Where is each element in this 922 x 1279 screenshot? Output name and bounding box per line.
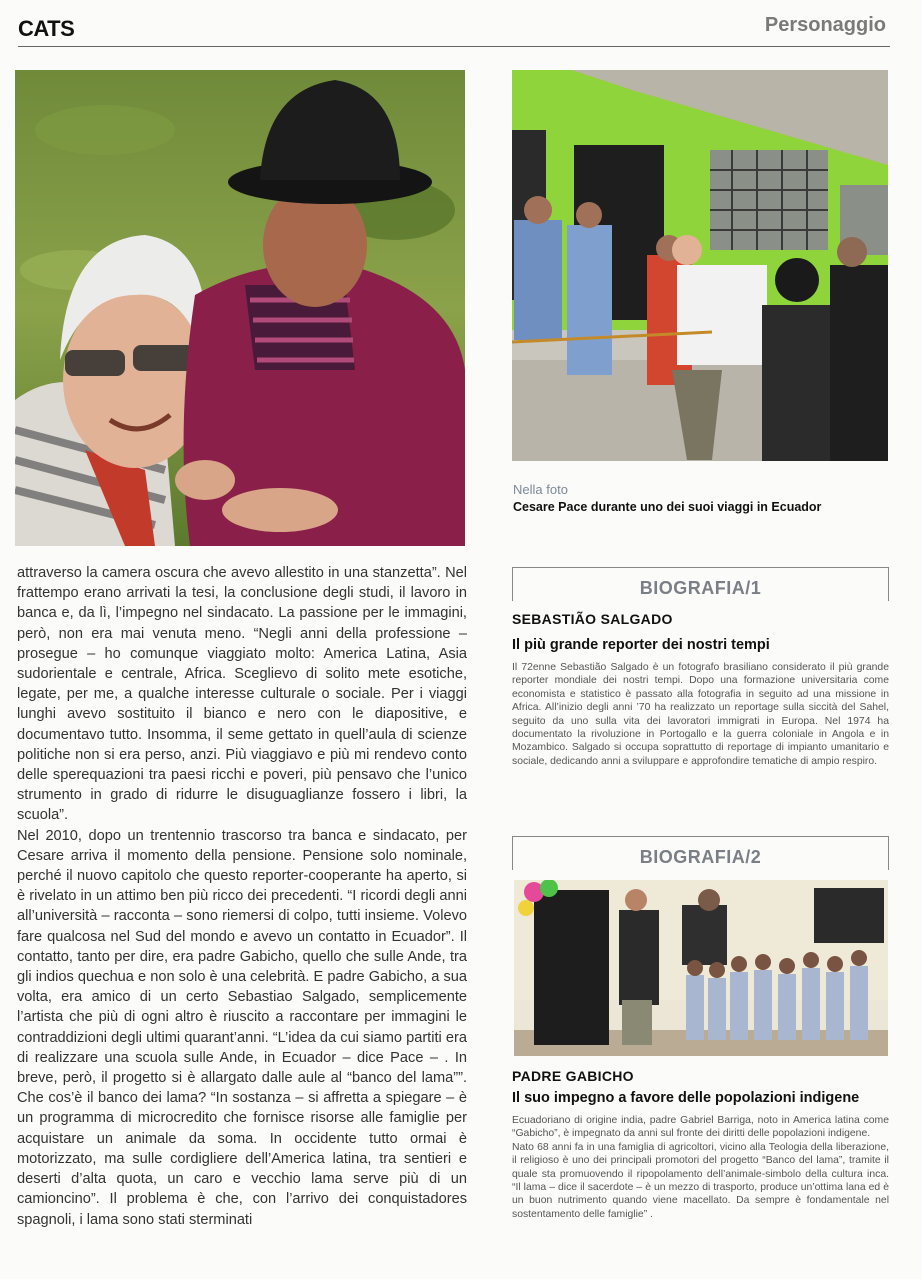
bio-name: PADRE GABICHO (512, 1068, 634, 1084)
magazine-brand: CATS (18, 16, 75, 41)
article-paragraph: Nel 2010, dopo un trentennio trascorso tra banca e sindacato, per Cesare arriva il momento della pensione. Pensione solo nominale, perché il nuovo capitolo che questo reporter-cooperante ha aperto, si è rivelato in un attimo ben più ricco dei precedenti. “I ricordi degli anni all’università – racconta – sono riemersi di colpo, tutti insieme. Volevo fare qualcosa nel Sud del mondo e avevo un contatto in Ecuador”. Il contatto, tanto per dire, era padre Gabicho, quello che sulle Ande, tra gli indios quechua e non solo è una celebrità. E padre Gabicho, a sua volta, era amico di un certo Sebastiao Salgado, semplicemente l’artista che più di ogni altro è riuscito a raccontare per immagini le contraddizioni degli ultimi quarant’anni. “L’idea da cui siamo partiti era di realizzare una scuola sulle Ande, in Ecuador – dice Pace – . In breve, però, il progetto si è allargato dalle aule al “banco del lama””. Che cos’è il banco dei lama? “In sostanza – si affretta a spiegare – è un programma di microcredito che fornisce risorse alle famiglie per acquistare un animale da soma. In occidente tutto ormai è motorizzato, ma sulle cordigliere dell’America latina, tra sentieri e deserti d’alta quota, un caro e vecchio lama serve più di un camioncino”. Il problema è che, con l’arrivo dei conquistadores spagnoli, i lama sono stati sterminati (17, 827, 467, 1228)
bio-frame (512, 836, 889, 870)
bio-frame (512, 567, 889, 601)
bio-text-paragraph: Ecuadoriano di origine india, padre Gabriel Barriga, noto in America latina come “Gabicho”, è impegnato da anni sul fronte dei diritti delle popolazioni indigene. (512, 1115, 889, 1140)
bio-text: Il 72enne Sebastião Salgado è un fotografo brasiliano considerato il più grande reporter mondiale dei nostri tempi. Dopo una formazione universitaria come economista e statistico è passato alla fotografia in seguito ad una missione in Africa. All’inizio degli anni ’70 ha realizzato un reportage sulla siccità del Sahel, seguito da uno sulla vita dei lavoratori immigrati in Europa. Nel 1974 ha documentato la rivoluzione in Portogallo e la guerra coloniale in Angola e in Mozambico. Salgado si occupa soprattutto di reportage di impianto umanitario e sociale, dedicando anni a sviluppare e approfondire tematiche di ampio respiro. (512, 662, 889, 767)
portrait-photo (15, 70, 465, 546)
biography-2-text (512, 1068, 889, 1221)
bio-text-paragraph: Nato 68 anni fa in una famiglia di agricoltori, vicino alla Teologia della liberazione, il religioso è uno dei principali promotori del progetto “Banco del lama”, tramite il quale sta promuovendo il ripopolamento dell’animale-simbolo della cultura inca. “Il lama – dice il sacerdote – è un mezzo di trasporto, produce un’ottima lana ed è un buon nutrimento quando viene macellato. Da sempre è fondamentale nel sostentamento delle famiglie” . (512, 1141, 889, 1220)
bio-subtitle: Il più grande reporter dei nostri tempi (512, 637, 770, 653)
photo-caption (513, 482, 893, 514)
header-rule (18, 46, 890, 47)
article-paragraph: attraverso la camera oscura che avevo allestito in una stanzetta”. Nel frattempo erano arrivati la tesi, la conclusione degli studi, il lavoro in banca e, da lì, l’impegno nel sindacato. La passione per le immagini, però, non era mai venuta meno. “Negli anni della professione – prosegue – ho comunque viaggiato molto: America Latina, Asia sudorientale e centrale, Africa. Sceglievo di solito mete esotiche, legate, per me, a qualche interesse culturale o sociale. Per i viaggi lunghi avevo sostituito il bianco e nero con le diapositive, e documentavo tutto. Insomma, il seme gettato in quell’aula di scienze politiche non si era perso, anzi. Più viaggiavo e più mi rendevo conto delle sperequazioni tra paesi ricchi e poveri, più pensavo che l’unico strumento in grado di ridurre le disuguaglianze fossero i libri, la scuola”. (17, 565, 467, 824)
caption-text: Cesare Pace durante uno dei suoi viaggi in Ecuador (513, 500, 822, 514)
school-photo (512, 70, 888, 461)
bio-title: BIOGRAFIA/2 (639, 847, 762, 867)
bio-text (512, 1114, 889, 1221)
section-label: Personaggio (764, 14, 886, 36)
article-body (17, 563, 467, 1230)
bio-subtitle: Il suo impegno a favore delle popolazioni indigene (512, 1090, 860, 1106)
children-photo (514, 880, 888, 1056)
bio-name: SEBASTIÃO SALGADO (512, 611, 673, 627)
bio-title: BIOGRAFIA/1 (639, 578, 762, 598)
page-header (18, 8, 890, 48)
caption-label: Nella foto (513, 482, 568, 497)
